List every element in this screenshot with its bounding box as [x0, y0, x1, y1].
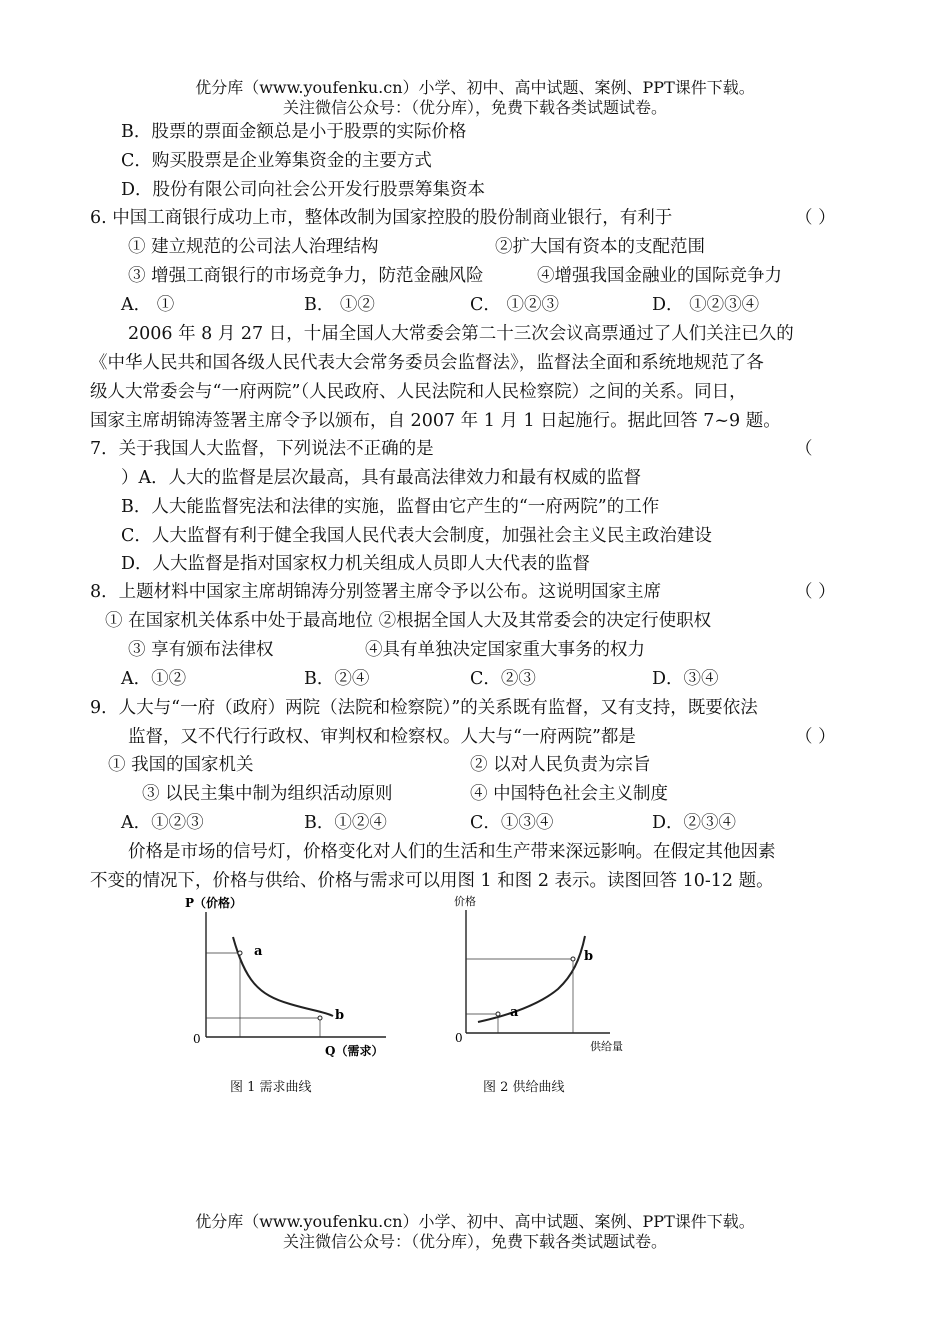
figure1-point-a [238, 951, 242, 955]
figure1-point-b [318, 1016, 322, 1020]
q7-stem: 7．关于我国人大监督，下列说法不正确的是 [90, 439, 434, 459]
q6-choice-c: C． ①②③ [470, 295, 559, 315]
figure1-y-label: P（价格） [185, 896, 243, 910]
q6-choice-a: A． ① [121, 295, 175, 315]
q9-item-2: ② 以对人民负责为宗旨 [470, 755, 651, 775]
q9-choice-c: C．①③④ [470, 813, 554, 833]
q8-item-3: ③ 享有颁布法律权 [128, 640, 274, 660]
q9-stem-line1: 9．人大与“一府（政府）两院（法院和检察院）”的关系既有监督，又有支持，既要依法 [90, 698, 758, 718]
figure2-point-b [571, 957, 575, 961]
material1-line2: 《中华人民共和国各级人民代表大会常务委员会监督法》，监督法全面和系统地规范了各 [90, 353, 764, 373]
q5-option-b: B．股票的票面金额总是小于股票的实际价格 [121, 122, 467, 142]
figure2-supply-curve [478, 936, 585, 1022]
q6-stem: 6. 中国工商银行成功上市，整体改制为国家控股的股份制商业银行，有利于 [90, 208, 673, 228]
material1-line4: 国家主席胡锦涛签署主席令予以颁布，自 2007 年 1 月 1 日起施行。据此回答 7~9 题。 [90, 411, 781, 431]
figure2-caption: 图 2 供给曲线 [483, 1080, 565, 1095]
figure2-label-a: a [510, 1005, 519, 1020]
figure2-y-label: 价格 [454, 895, 476, 908]
q9-item-4: ④ 中国特色社会主义制度 [470, 784, 669, 804]
q9-choice-b: B．①②④ [304, 813, 387, 833]
material1-line1: 2006 年 8 月 27 日，十届全国人大常委会第二十三次会议高票通过了人们关注已久的 [128, 324, 794, 344]
figure1-origin: 0 [193, 1032, 201, 1046]
page-footer-line1: 优分库（www.youfenku.cn）小学、初中、高中试题、案例、PPT课件下载。 [195, 1212, 755, 1231]
figure1-demand-chart [170, 892, 410, 1067]
q7-bracket-open: （ [795, 439, 813, 459]
figure1-x-label: Q（需求） [325, 1044, 384, 1058]
q6-choice-b: B． ①② [304, 295, 375, 315]
material2-line2: 不变的情况下，价格与供给、价格与需求可以用图 1 和图 2 表示。读图回答 10-12 题。 [90, 871, 774, 891]
figure2-supply-chart [440, 892, 640, 1067]
figure1-label-b: b [335, 1008, 345, 1023]
q9-answer-bracket: （ ） [795, 727, 836, 747]
q9-choice-d: D．②③④ [652, 813, 737, 833]
q8-choice-d: D．③④ [652, 669, 719, 689]
q6-item-1: ① 建立规范的公司法人治理结构 [128, 237, 379, 257]
q8-answer-bracket: （ ） [795, 582, 836, 602]
q9-item-1: ① 我国的国家机关 [108, 755, 254, 775]
q7-choice-d: D．人大监督是指对国家权力机关组成人员即人大代表的监督 [121, 554, 591, 574]
q7-choice-a: ）A．人大的监督是层次最高，具有最高法律效力和最有权威的监督 [121, 468, 642, 488]
q5-option-d: D．股份有限公司向社会公开发行股票筹集资本 [121, 180, 486, 200]
material1-line3: 级人大常委会与“一府两院”（人民政府、人民法院和人民检察院）之间的关系。同日， [90, 382, 747, 402]
q6-answer-bracket: （ ） [795, 208, 836, 228]
q9-choice-a: A．①②③ [121, 813, 204, 833]
page-header-line1: 优分库（www.youfenku.cn）小学、初中、高中试题、案例、PPT课件下载。 [195, 78, 755, 97]
q6-item-4: ④增强我国金融业的国际竞争力 [537, 266, 782, 286]
figure1-demand-curve [233, 937, 333, 1016]
figure2-origin: 0 [455, 1031, 463, 1045]
q7-choice-c: C．人大监督有利于健全我国人民代表大会制度，加强社会主义民主政治建设 [121, 526, 712, 546]
page-header-line2: 关注微信公众号：（优分库），免费下载各类试题试卷。 [282, 98, 667, 117]
q9-stem-line2: 监督，又不代行行政权、审判权和检察权。人大与“一府两院”都是 [128, 727, 636, 747]
q5-option-c: C．购买股票是企业筹集资金的主要方式 [121, 151, 432, 171]
q8-items-1-2: ① 在国家机关体系中处于最高地位 ②根据全国人大及其常委会的决定行使职权 [105, 611, 712, 631]
q9-item-3: ③ 以民主集中制为组织活动原则 [142, 784, 393, 804]
q7-choice-b: B．人大能监督宪法和法律的实施，监督由它产生的“一府两院”的工作 [121, 497, 660, 517]
q6-item-2: ②扩大国有资本的支配范围 [495, 237, 705, 257]
page-footer-line2: 关注微信公众号：（优分库），免费下载各类试题试卷。 [282, 1232, 667, 1251]
figure1-caption: 图 1 需求曲线 [230, 1080, 312, 1095]
q6-item-3: ③ 增强工商银行的市场竞争力，防范金融风险 [128, 266, 484, 286]
q8-choice-a: A．①② [121, 669, 187, 689]
material2-line1: 价格是市场的信号灯，价格变化对人们的生活和生产带来深远影响。在假定其他因素 [128, 842, 776, 862]
figure2-x-label: 供给量 [590, 1040, 623, 1053]
q8-stem: 8．上题材料中国家主席胡锦涛分别签署主席令予以公布。这说明国家主席 [90, 582, 662, 602]
figure2-point-a [496, 1012, 500, 1016]
q8-choice-c: C．②③ [470, 669, 536, 689]
q8-choice-b: B．②④ [304, 669, 370, 689]
figure2-label-b: b [584, 949, 594, 964]
q8-item-4: ④具有单独决定国家重大事务的权力 [365, 640, 645, 660]
q6-choice-d: D． ①②③④ [652, 295, 760, 315]
figure1-label-a: a [254, 944, 263, 959]
